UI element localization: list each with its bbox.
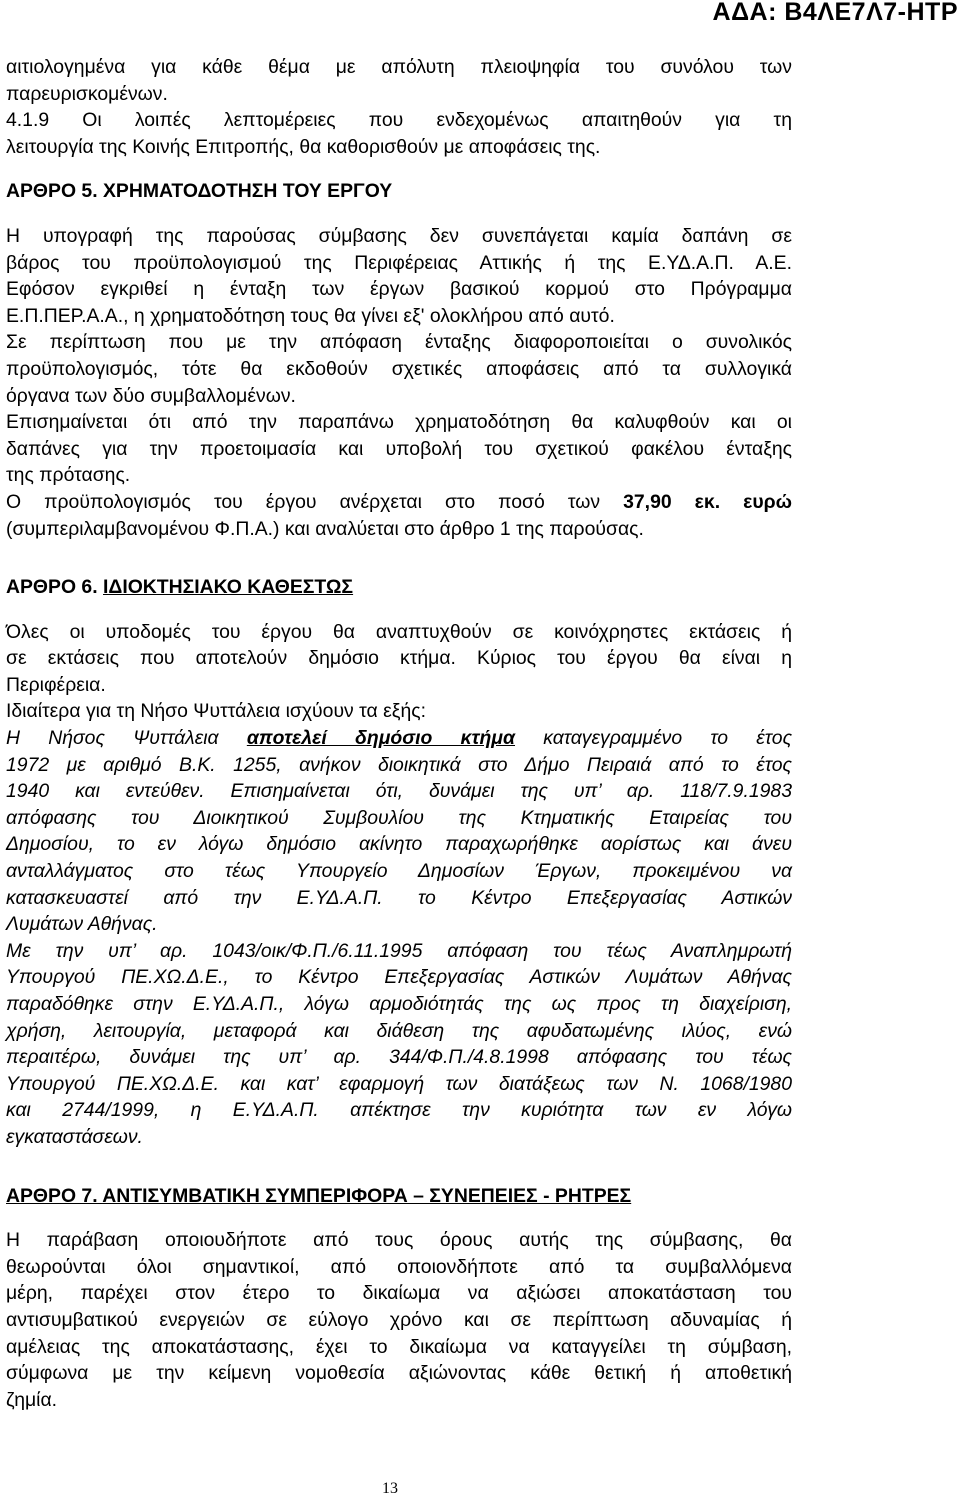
text-line: αιτιολογημένα για κάθε θέμα με απόλυτη πλειοψηφία του συνόλου των: [6, 56, 792, 78]
budget-amount: 37,90 εκ. ευρώ: [623, 490, 793, 513]
ada-code: ΑΔΑ: Β4ΛΕ7Λ7-ΗΤΡ: [712, 0, 958, 26]
text-line: παρευρισκομένων.: [6, 82, 168, 105]
text-line: Εφόσον εγκριθεί η ένταξη των έργων βασικού κορμού στο Πρόγραμμα: [6, 278, 792, 301]
text-line: σε εκτάσεις που αποτελούν δημόσιο κτήμα. Κύριος του έργου θα είναι η: [6, 647, 792, 670]
article-5: [6, 178, 792, 542]
text-line: θεωρούνται όλοι σημαντικοί, από οποιονδήποτε από τα συμβαλλόμενα: [6, 1255, 792, 1278]
italic-line: περαιτέρω, δυνάμει της υπ’ αρ. 344/Φ.Π./4.8.1998 απόφασης του τέως: [6, 1046, 792, 1069]
text-line: αμέλειας της αποκατάστασης, έχει το δικαίωμα να καταγγείλει τη σύμβαση,: [6, 1335, 792, 1358]
text-line: ζημία.: [6, 1388, 58, 1411]
text-line: Επισημαίνεται ότι από την παραπάνω χρηματοδότηση θα καλυφθούν και οι: [6, 411, 792, 434]
italic-line: παραδόθηκε στην Ε.ΥΔ.Α.Π., λόγω αρμοδιότητάς της ως προς τη διαχείριση,: [6, 993, 792, 1015]
italic-line: Δημοσίου, το εν λόγω δημόσιο ακίνητο παραχωρήθηκε αορίστως και άνευ: [6, 833, 792, 856]
text-line: σύμφωνα με την κείμενη νομοθεσία αξιώνοντας κάθε θετική ή αποθετική: [6, 1362, 792, 1385]
italic-line: Με την υπ’ αρ. 1043/οικ/Φ.Π./6.11.1995 απόφαση του τέως Αναπλημρωτή: [6, 939, 792, 962]
italic-line: χρήση, λειτουργία, μεταφορά και διάθεση της αφυδατωμένης ιλύος, ενώ: [6, 1019, 792, 1042]
italic-suffix: καταγεγραμμένο το έτος: [543, 727, 793, 750]
text-line: (συμπεριλαμβανομένου Φ.Π.Α.) και αναλύεται στο άρθρο 1 της παρούσας.: [6, 517, 644, 540]
article-6-number: ΑΡΘΡΟ 6.: [6, 576, 98, 599]
text-line: Περιφέρεια.: [6, 673, 106, 696]
text-line: όργανα των δύο συμβαλλομένων.: [6, 384, 296, 407]
italic-line: ανταλλάγματος στο τέως Υπουργείο Δημοσίων Έργων, προκειμένου να: [6, 860, 792, 883]
text-line: 4.1.9 Οι λοιπές λεπτομέρειες που ενδεχομένως απαιτηθούν για τη: [6, 109, 792, 132]
italic-line: 1972 με αριθμό Β.Κ. 1255, ανήκον διοικητικά στο Δήμο Πειραιά από το έτος: [6, 753, 792, 776]
italic-line: 1940 και εντεύθεν. Επισημαίνεται ότι, δυνάμει της υπ’ αρ. 118/7.9.1983: [6, 780, 792, 803]
text-line: της πρότασης.: [6, 464, 131, 487]
text-line: Ε.Π.ΠΕΡ.Α.Α., η χρηματοδότηση τους θα γίνει εξ' ολοκλήρου από αυτό.: [6, 304, 615, 327]
italic-line: Υπουργού ΠΕ.ΧΩ.Δ.Ε., το Κέντρο Επεξεργασίας Αστικών Λυμάτων Αθήνας: [6, 966, 792, 989]
text-line: βάρος του προϋπολογισμού της Περιφέρειας Αττικής ή της Ε.ΥΔ.Α.Π. Α.Ε.: [6, 251, 792, 274]
text-line: Η υπογραφή της παρούσας σύμβασης δεν συνεπάγεται καμία δαπάνη σε: [6, 224, 792, 247]
article-6-title: ΙΔΙΟΚΤΗΣΙΑΚΟ ΚΑΘΕΣΤΩΣ: [103, 576, 354, 599]
italic-line: κατασκευαστεί από την Ε.ΥΔ.Α.Π. το Κέντρο Επεξεργασίας Αστικών: [6, 886, 792, 909]
text-line: προϋπολογισμός, τότε θα εκδοθούν σχετικές αποφάσεις από τα συλλογικά: [6, 357, 792, 380]
budget-line: [6, 489, 792, 516]
intro-section: [6, 54, 792, 160]
text-line: δαπάνες για την προετοιμασία και υποβολή του σχετικού φακέλου ένταξης: [6, 437, 792, 460]
text-line: Η παράβαση οποιουδήποτε από τους όρους αυτής της σύμβασης, θα: [6, 1229, 792, 1252]
budget-prefix: Ο προϋπολογισμός του έργου ανέρχεται στο ποσό των: [6, 490, 601, 513]
page-number: 13: [382, 1480, 398, 1497]
article-6-heading: [6, 574, 792, 601]
text-line: μέρη, παρέχει στον έτερο το δικαίωμα να αξιώσει αποκατάσταση του: [6, 1282, 792, 1305]
text-line: Όλες οι υποδομές του έργου θα αναπτυχθούν σε κοινόχρηστες εκτάσεις ή: [6, 620, 792, 643]
italic-prefix: Η Νήσος Ψυττάλεια: [6, 727, 219, 750]
text-line: λειτουργία της Κοινής Επιτροπής, θα καθορισθούν με αποφάσεις της.: [6, 135, 601, 158]
document-body: [6, 54, 792, 1413]
italic-line: Λυμάτων Αθήνας.: [6, 913, 158, 936]
public-property-emphasis: αποτελεί δημόσιο κτήμα: [246, 727, 516, 750]
text-line: Ιδιαίτερα για τη Νήσο Ψυττάλεια ισχύουν τα εξής:: [6, 700, 426, 723]
article-5-heading: ΑΡΘΡΟ 5. ΧΡΗΜΑΤΟΔΟΤΗΣΗ ΤΟΥ ΕΡΓΟΥ: [6, 180, 393, 203]
article-6: [6, 574, 792, 1150]
italic-line: και 2744/1999, η Ε.ΥΔ.Α.Π. απέκτησε την κυριότητα των εν λόγω: [6, 1099, 792, 1122]
italic-line: Υπουργού ΠΕ.ΧΩ.Δ.Ε. και κατ’ εφαρμογή των διατάξεως των Ν. 1068/1980: [6, 1072, 792, 1095]
article-7-heading: ΑΡΘΡΟ 7. ΑΝΤΙΣΥΜΒΑΤΙΚΗ ΣΥΜΠΕΡΙΦΟΡΑ – ΣΥΝΕΠΕΙΕΣ - ΡΗΤΡΕΣ: [6, 1184, 632, 1207]
italic-line: [6, 725, 792, 752]
article-7: [6, 1183, 792, 1414]
italic-line: εγκαταστάσεων.: [6, 1125, 143, 1148]
italic-line: απόφασης του Διοικητικού Συμβουλίου της Κτηματικής Εταιρείας του: [6, 806, 792, 829]
text-line: Σε περίπτωση που με την απόφαση ένταξης διαφοροποιείται ο συνολικός: [6, 331, 792, 354]
text-line: αντισυμβατικού ενεργειών σε εύλογο χρόνο και σε περίπτωση αδυναμίας ή: [6, 1308, 792, 1331]
